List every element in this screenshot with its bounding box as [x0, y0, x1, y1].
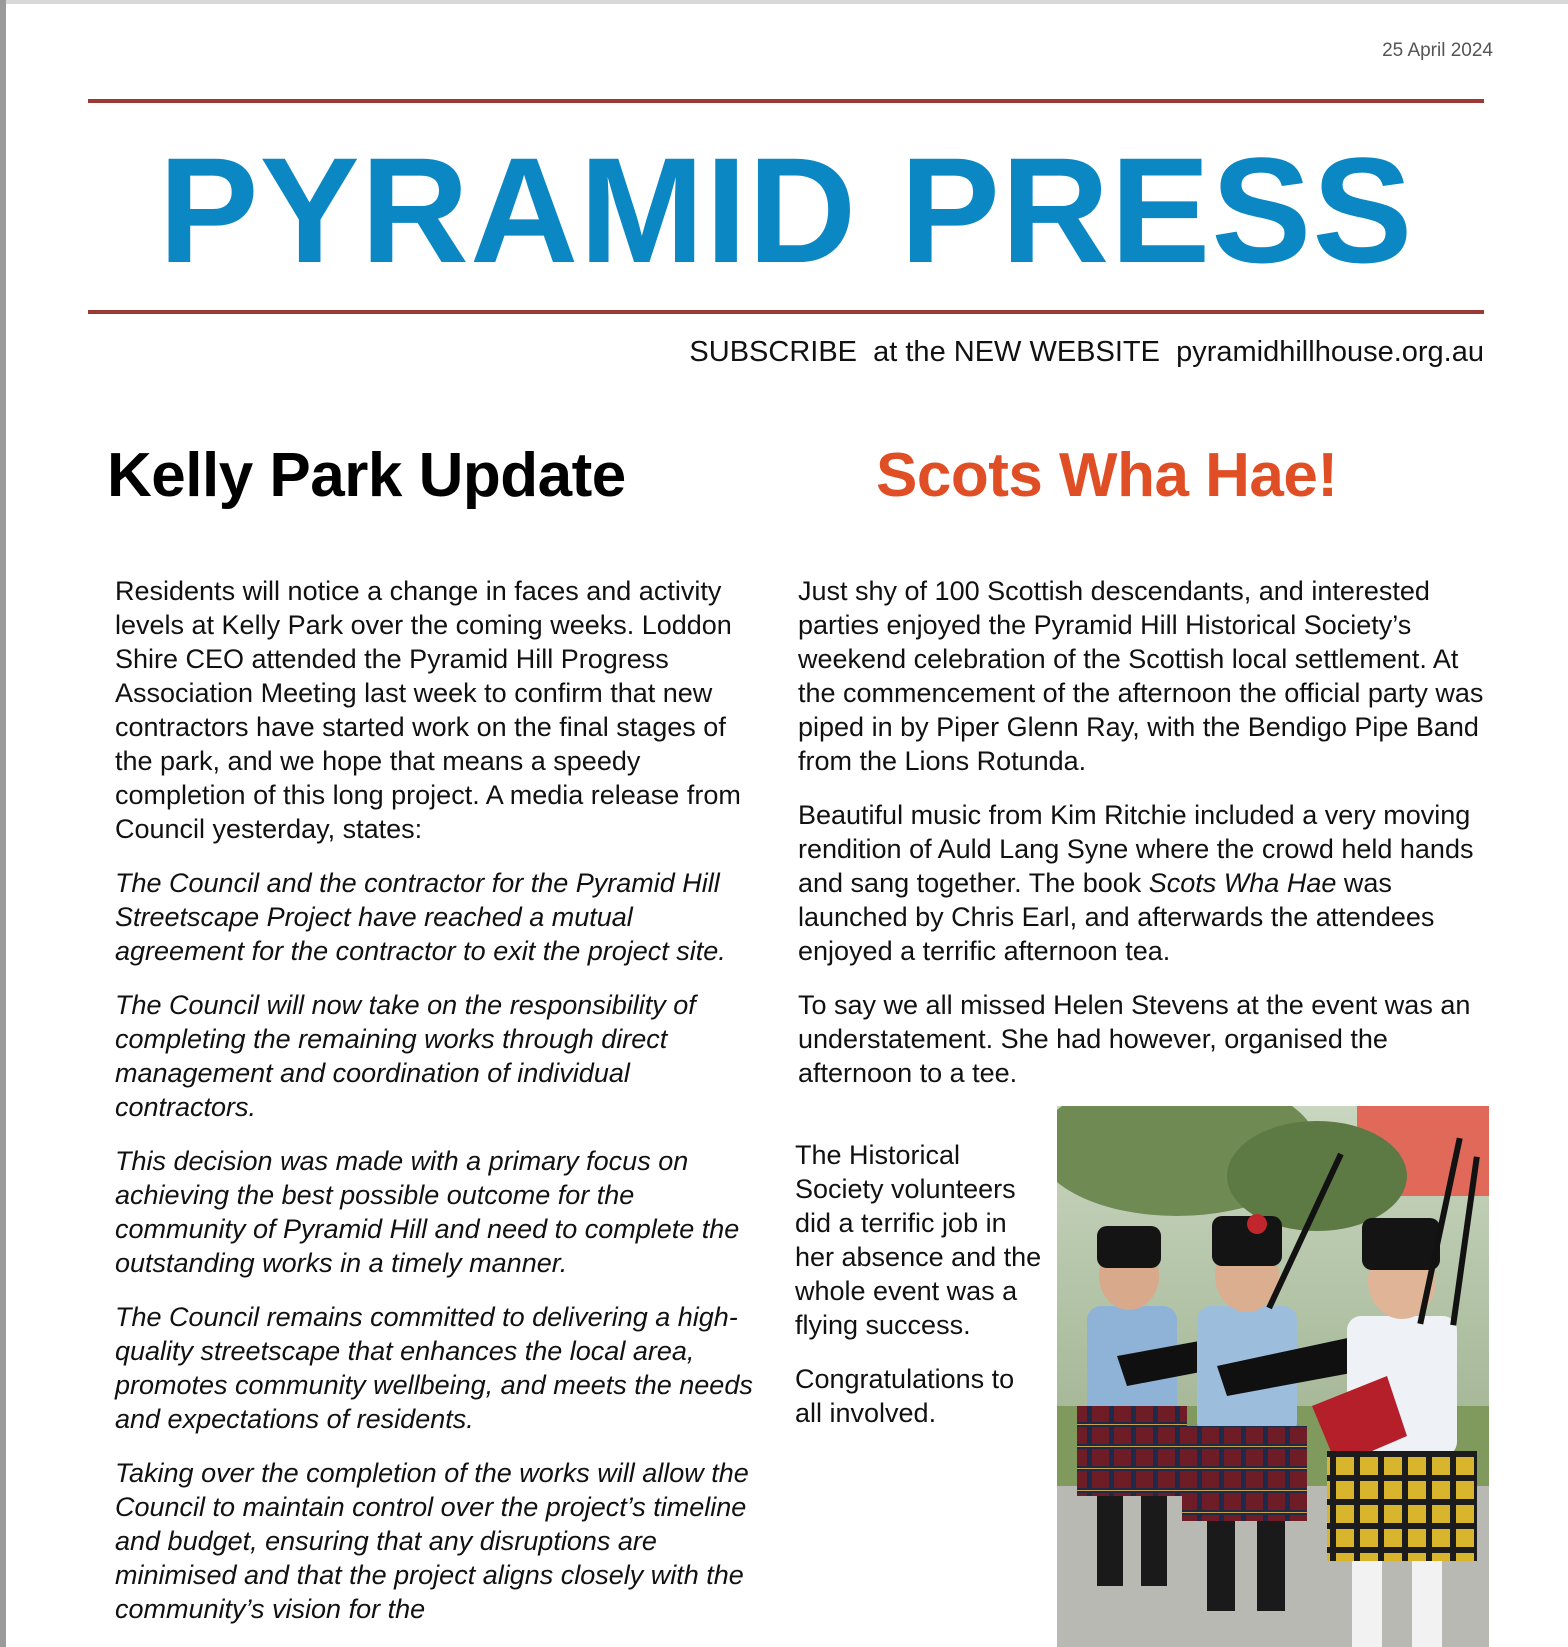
council-quote: The Council remains committed to delivering a high-quality streetscape that enhances the local area, promotes community wellbeing, and meets the needs and expectations of residents. — [115, 1302, 753, 1434]
subscribe-line: SUBSCRIBE at the NEW WEBSITE pyramidhillhouse.org.au — [689, 336, 1484, 368]
council-quote: Taking over the completion of the works will allow the Council to maintain control over the project’s timeline and budget, ensuring that any disruptions are minimised and that the project aligns closely with the community’s vision for the — [115, 1458, 749, 1624]
page-top-edge — [0, 0, 1568, 4]
scots-side-text — [795, 1138, 1045, 1450]
masthead-top-rule — [88, 99, 1484, 103]
pipe-band-photo — [1057, 1106, 1489, 1647]
council-quote: The Council will now take on the responsibility of completing the remaining works through direct management and coordination of individual contractors. — [115, 990, 696, 1122]
scots-paragraph-1: Just shy of 100 Scottish descendants, and interested parties enjoyed the Pyramid Hill Historical Society’s weekend celebration of the Scottish local settlement. At the commencement of the afternoon the official party was piped in by Piper Glenn Ray, with the Bendigo Pipe Band from the Lions Rotunda. — [798, 576, 1484, 776]
masthead-title: PYRAMID PRESS — [158, 126, 1414, 294]
scots-side-paragraph-1: The Historical Society volunteers did a terrific job in her absence and the whole event was a flying success. — [795, 1140, 1042, 1340]
book-title: Scots Wha Hae — [1148, 868, 1337, 898]
masthead-bottom-rule — [88, 310, 1484, 314]
scots-side-paragraph-2: Congratulations to all involved. — [795, 1364, 1015, 1428]
kelly-park-heading: Kelly Park Update — [107, 441, 626, 510]
issue-date: 25 April 2024 — [1382, 40, 1493, 61]
scots-p2-end: was launched by Chris Earl, and afterwards the attendees enjoyed a terrific afternoon tea. — [798, 868, 1435, 966]
page-left-edge — [0, 0, 6, 1647]
council-quote: The Council and the contractor for the Pyramid Hill Streetscape Project have reached a mutual agreement for the contractor to exit the project site. — [115, 868, 726, 966]
scots-p2-start: Beautiful music from Kim Ritchie included a very moving rendition of Auld Lang Syne where the crowd held hands and sang together. The book — [798, 800, 1474, 898]
scots-paragraph-3: To say we all missed Helen Stevens at the event was an understatement. She had however, organised the afternoon to a tee. — [798, 990, 1471, 1088]
council-quote: This decision was made with a primary focus on achieving the best possible outcome for the community of Pyramid Hill and need to complete the outstanding works in a timely manner. — [115, 1146, 740, 1278]
scots-article — [798, 574, 1498, 1110]
kelly-park-intro: Residents will notice a change in faces and activity levels at Kelly Park over the coming weeks. Loddon Shire CEO attended the Pyramid Hill Progress Association Meeting last week to confirm that new contractors have started work on the final stages of the park, and we hope that means a speedy completion of this long project. A media release from Council yesterday, states: — [115, 576, 741, 844]
scots-paragraph-2 — [798, 798, 1498, 968]
scots-heading: Scots Wha Hae! — [876, 441, 1338, 510]
kelly-park-article — [115, 574, 765, 1646]
